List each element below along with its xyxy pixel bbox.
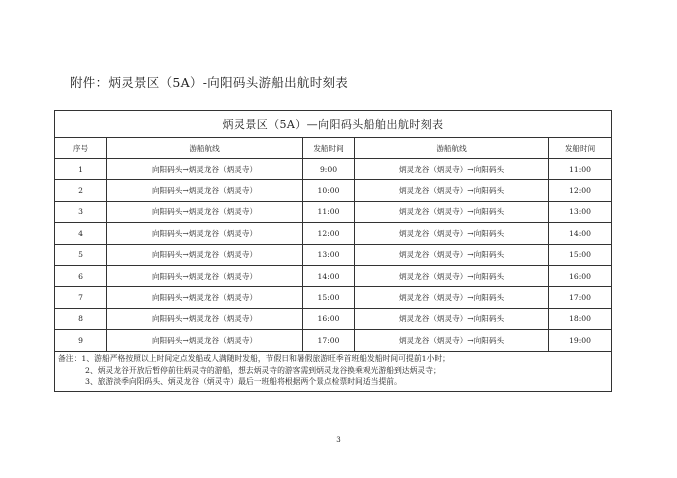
row-index: 7 (55, 287, 107, 308)
note-line-3: 3、旅游淡季向阳码头、炳灵龙谷（炳灵寺）最后一班船将根据两个景点检票时间适当提前。 (85, 377, 402, 387)
depart-time-out: 9:00 (303, 159, 355, 180)
header-route-back: 游船航线 (355, 138, 549, 159)
depart-time-back: 13:00 (549, 201, 612, 222)
row-index: 6 (55, 265, 107, 286)
route-out: 向阳码头→炳灵龙谷（炳灵寺） (107, 287, 303, 308)
table-row (55, 180, 612, 201)
route-back: 炳灵龙谷（炳灵寺）→向阳码头 (355, 159, 549, 180)
depart-time-back: 14:00 (549, 223, 612, 244)
table-caption: 炳灵景区（5A）—向阳码头船舶出航时刻表 (55, 111, 612, 138)
route-back: 炳灵龙谷（炳灵寺）→向阳码头 (355, 265, 549, 286)
route-back: 炳灵龙谷（炳灵寺）→向阳码头 (355, 223, 549, 244)
row-index: 4 (55, 223, 107, 244)
route-out: 向阳码头→炳灵龙谷（炳灵寺） (107, 308, 303, 329)
table-row (55, 287, 612, 308)
header-index: 序号 (55, 138, 107, 159)
route-out: 向阳码头→炳灵龙谷（炳灵寺） (107, 265, 303, 286)
route-out: 向阳码头→炳灵龙谷（炳灵寺） (107, 159, 303, 180)
depart-time-out: 10:00 (303, 180, 355, 201)
depart-time-back: 18:00 (549, 308, 612, 329)
row-index: 3 (55, 201, 107, 222)
table-row (55, 159, 612, 180)
notes-cell (55, 351, 612, 391)
route-back: 炳灵龙谷（炳灵寺）→向阳码头 (355, 244, 549, 265)
schedule-body (55, 111, 612, 392)
row-index: 9 (55, 330, 107, 351)
route-back: 炳灵龙谷（炳灵寺）→向阳码头 (355, 287, 549, 308)
depart-time-out: 11:00 (303, 201, 355, 222)
note-line-1: 备注：1、游船严格按照以上时间定点发船或人满随时发船，节假日和暑假旅游旺季首班船发船时间可提前1小时； (58, 354, 450, 364)
route-back: 炳灵龙谷（炳灵寺）→向阳码头 (355, 201, 549, 222)
route-back: 炳灵龙谷（炳灵寺）→向阳码头 (355, 180, 549, 201)
note-line-2: 2、炳灵龙谷开放后暂停前往炳灵寺的游船，想去炳灵寺的游客需到炳灵龙谷换乘观光游船到达炳灵寺； (85, 365, 441, 375)
page-number: 3 (336, 436, 341, 444)
route-out: 向阳码头→炳灵龙谷（炳灵寺） (107, 201, 303, 222)
row-index: 5 (55, 244, 107, 265)
route-out: 向阳码头→炳灵龙谷（炳灵寺） (107, 180, 303, 201)
route-back: 炳灵龙谷（炳灵寺）→向阳码头 (355, 330, 549, 351)
row-index: 2 (55, 180, 107, 201)
route-out: 向阳码头→炳灵龙谷（炳灵寺） (107, 244, 303, 265)
row-index: 1 (55, 159, 107, 180)
notes-row (55, 351, 612, 391)
table-row (55, 330, 612, 351)
depart-time-out: 16:00 (303, 308, 355, 329)
ferry-schedule-table (54, 110, 612, 392)
table-row (55, 201, 612, 222)
route-out: 向阳码头→炳灵龙谷（炳灵寺） (107, 330, 303, 351)
header-route-out: 游船航线 (107, 138, 303, 159)
depart-time-out: 17:00 (303, 330, 355, 351)
depart-time-back: 15:00 (549, 244, 612, 265)
depart-time-back: 19:00 (549, 330, 612, 351)
table-row (55, 223, 612, 244)
depart-time-out: 12:00 (303, 223, 355, 244)
header-row (55, 138, 612, 159)
caption-row (55, 111, 612, 138)
depart-time-out: 15:00 (303, 287, 355, 308)
route-out: 向阳码头→炳灵龙谷（炳灵寺） (107, 223, 303, 244)
depart-time-out: 14:00 (303, 265, 355, 286)
table-row (55, 244, 612, 265)
attachment-title: 附件：炳灵景区（5A）-向阳码头游船出航时刻表 (70, 75, 349, 90)
route-back: 炳灵龙谷（炳灵寺）→向阳码头 (355, 308, 549, 329)
header-depart-out: 发船时间 (303, 138, 355, 159)
table-row (55, 308, 612, 329)
depart-time-out: 13:00 (303, 244, 355, 265)
depart-time-back: 12:00 (549, 180, 612, 201)
depart-time-back: 17:00 (549, 287, 612, 308)
table-row (55, 265, 612, 286)
depart-time-back: 16:00 (549, 265, 612, 286)
depart-time-back: 11:00 (549, 159, 612, 180)
header-depart-back: 发船时间 (549, 138, 612, 159)
row-index: 8 (55, 308, 107, 329)
